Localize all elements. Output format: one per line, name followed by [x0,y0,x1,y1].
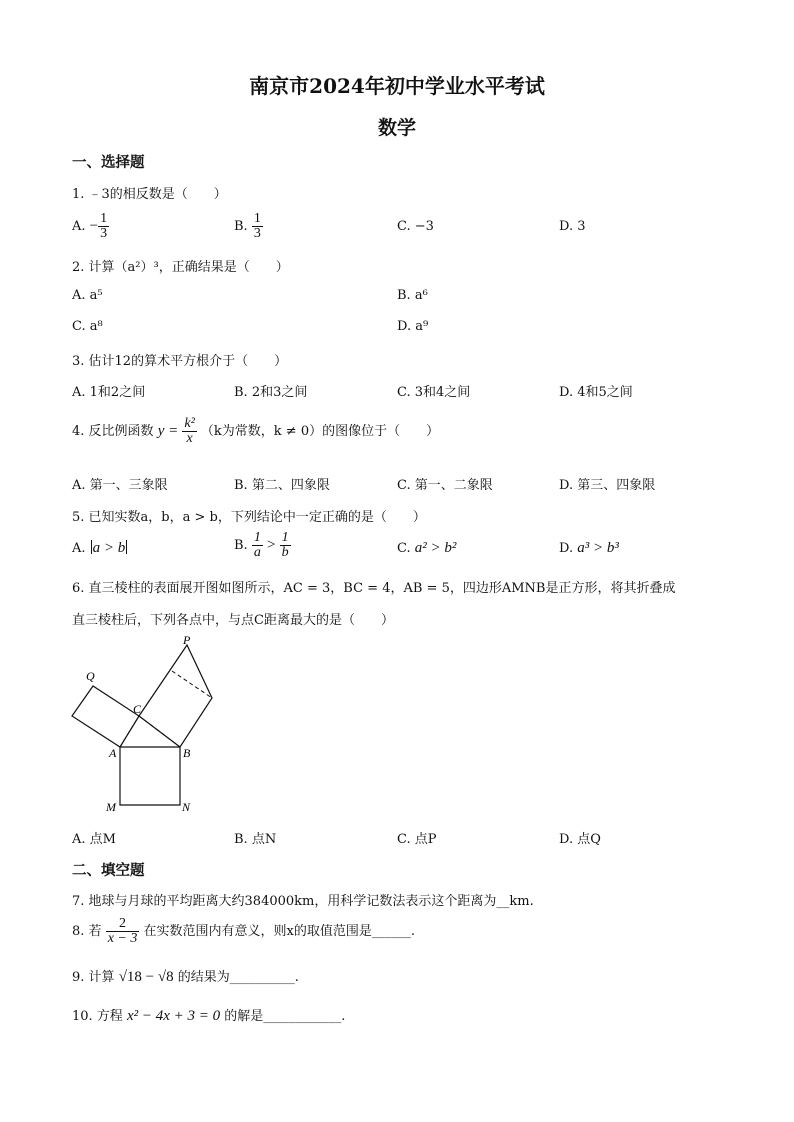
question-8: 8. 若 $\frac{2}{x - 3}$ 在实数范围内有意义，则x的取值范围是______. [72,916,415,946]
exam-title: 南京市2024年初中学业水平考试 [249,74,545,98]
question-6-option-c: C. 点P [397,832,437,847]
question-6-stem-line-2: 直三棱柱后，下列各点中，与点C距离最大的是（ ） [72,613,394,628]
question-1-option-c: C. −3 [397,219,434,234]
question-5-option-b: B. $\frac{1}{a}$ > $\frac{1}{b}$ [234,530,289,560]
prism-net-figure [66,630,226,820]
question-3-option-b: B. 2和3之间 [234,385,308,400]
question-7: 7. 地球与月球的平均距离大约384000km，用科学记数法表示这个距离为__km. [72,894,534,909]
rectangle-ac-q [72,686,139,747]
label-m: M [106,800,116,814]
question-1-stem: 1. ﹣3的相反数是（ ） [72,187,227,202]
question-6-option-d: D. 点Q [559,832,601,847]
question-4-stem: 4. 反比例函数 y = $\frac{\text{k²}}{x}$ （k为常数，k ≠ 0）的图像位于（ ） [72,416,440,446]
question-4-option-c: C. 第一、二象限 [397,478,493,493]
square-amnb [120,747,180,805]
question-6-option-b: B. 点N [234,832,277,847]
question-4-option-b: B. 第二、四象限 [234,478,330,493]
question-9: 9. 计算 √18 − √8 的结果为__________. [72,969,299,985]
label-b: B [183,746,191,760]
section-choice-heading: 一、选择题 [72,154,145,171]
label-c: C [133,702,142,716]
question-1-option-d: D. 3 [559,219,586,234]
question-3-option-a: A. 1和2之间 [72,385,146,400]
question-5-stem: 5. 已知实数a，b，a > b，下列结论中一定正确的是（ ） [72,510,426,525]
question-3-stem: 3. 估计12的算术平方根介于（ ） [72,354,288,369]
rectangle-bc-p [139,645,212,747]
question-6-option-a: A. 点M [72,832,116,847]
question-10: 10. 方程 x² − 4x + 3 = 0 的解是____________. [72,1008,346,1024]
abs-bar-left [91,540,92,554]
question-3-option-d: D. 4和5之间 [559,385,633,400]
label-a: A [109,746,117,760]
label-q: Q [86,669,95,683]
section-fill-heading: 二、填空题 [72,862,145,879]
question-2-stem: 2. 计算（a²）³，正确结果是（ ） [72,260,289,275]
question-5-option-d: D. a³ > b³ [559,540,619,556]
question-4-option-d: D. 第三、四象限 [559,478,656,493]
question-2-option-c: C. a⁸ [72,319,103,334]
subject-title: 数学 [377,117,416,139]
label-n: N [182,800,191,814]
question-2-option-b: B. a⁶ [397,288,428,303]
question-5-option-c: C. a² > b² [397,540,457,556]
question-1-option-b: B. $\frac{1}{3}$ [234,211,261,241]
question-1-option-a: A. − $\frac{1}{3}$ [72,211,108,241]
question-3-option-c: C. 3和4之间 [397,385,471,400]
abs-bar-right [126,540,127,554]
question-6-stem-line-1: 6. 直三棱柱的表面展开图如图所示，AC = 3，BC = 4，AB = 5，四边形AMNB是正方形，将其折叠成 [72,581,676,596]
label-p: P [183,633,191,647]
question-2-option-a: A. a⁵ [72,288,103,303]
question-5-option-a: A. a > b [72,540,126,556]
question-2-option-d: D. a⁹ [397,319,429,334]
question-4-option-a: A. 第一、三象限 [72,478,168,493]
